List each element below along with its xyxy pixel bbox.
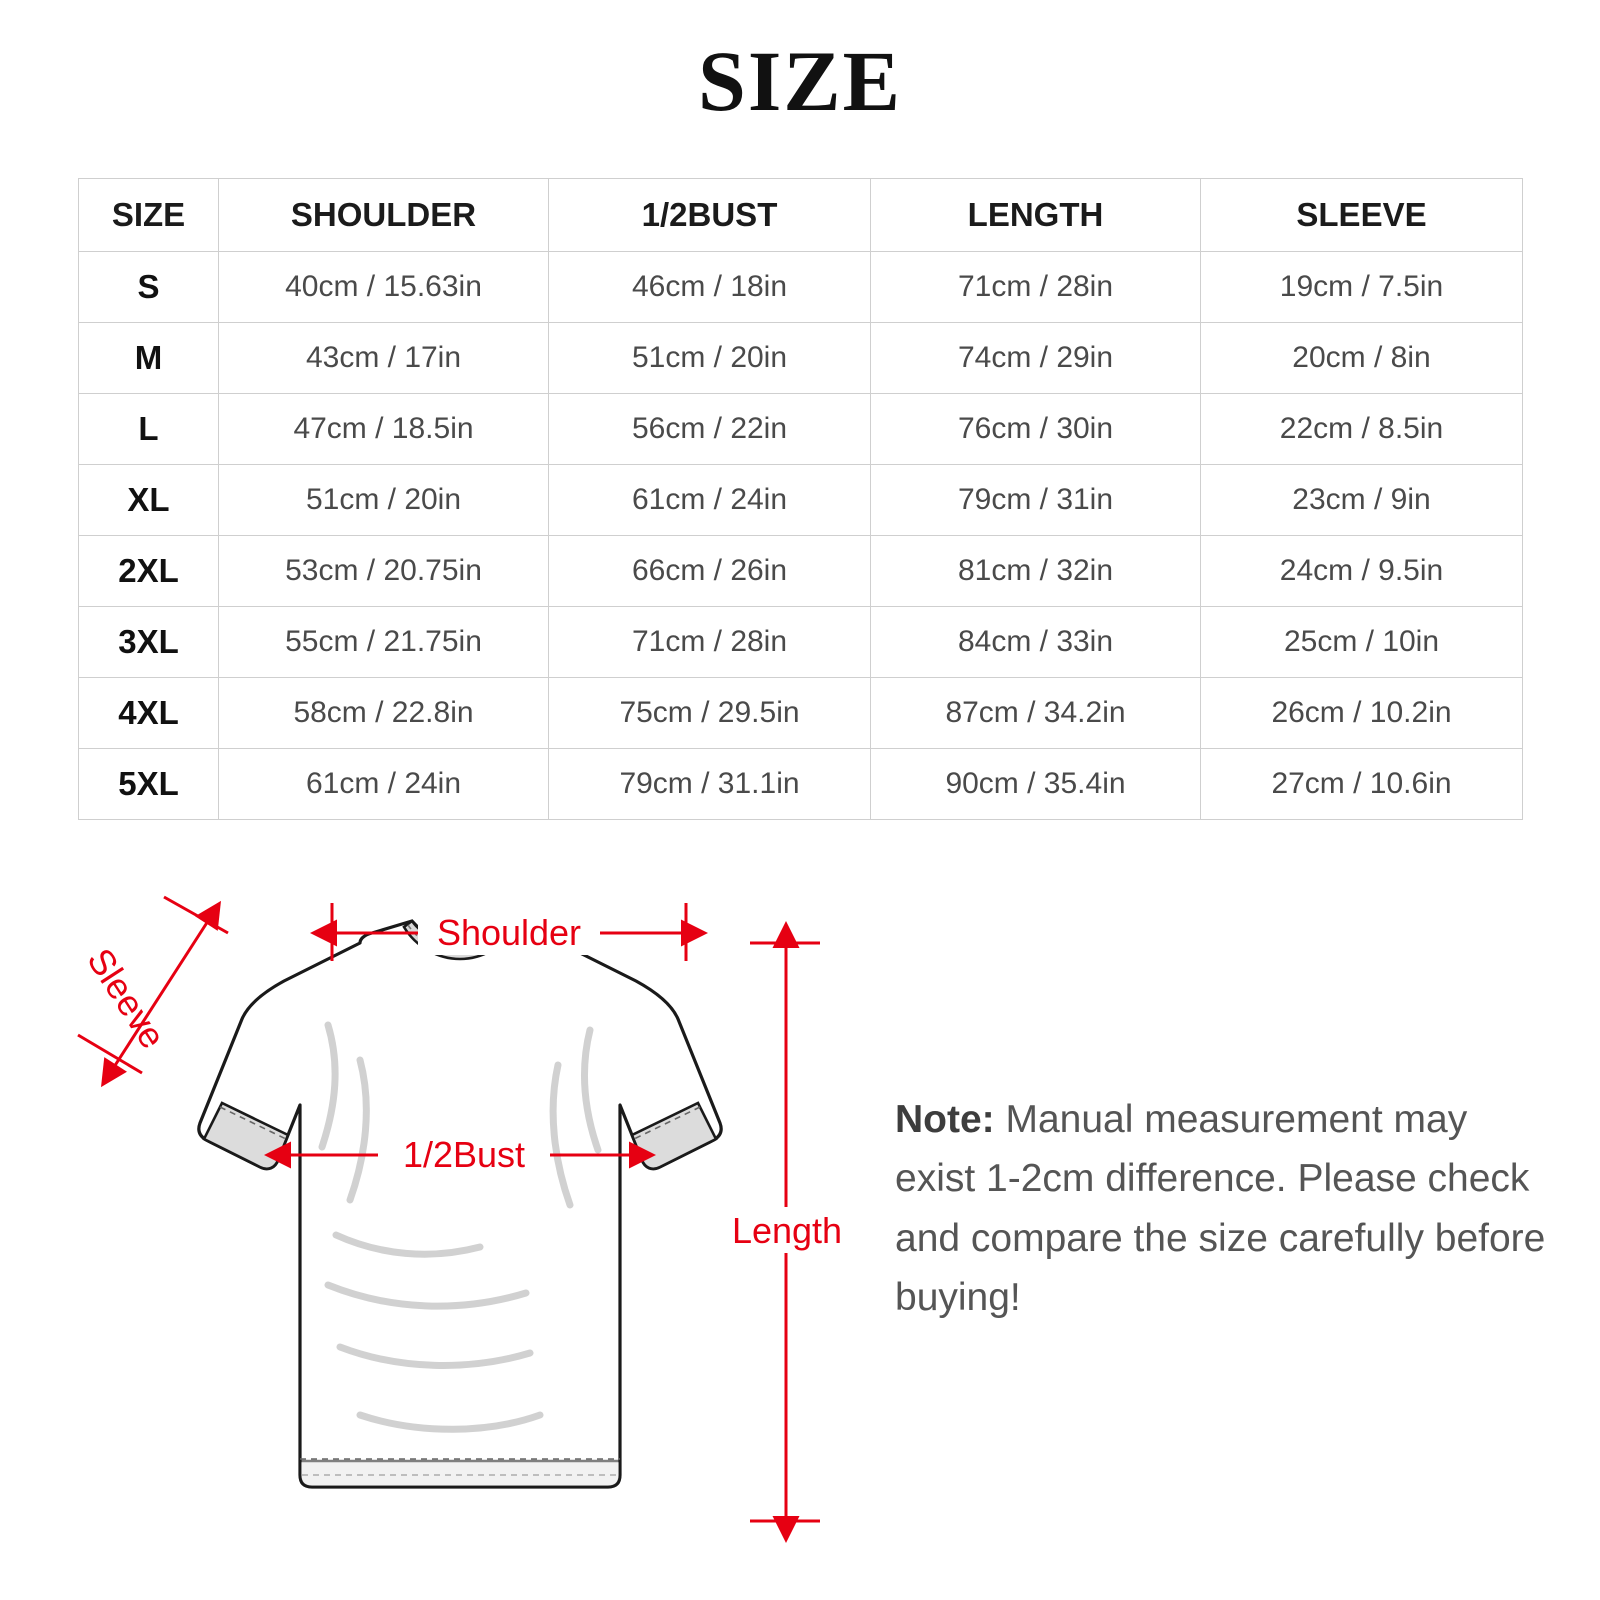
- cell-shoulder: 61cm / 24in: [219, 749, 549, 820]
- bust-label: 1/2Bust: [402, 1134, 526, 1175]
- cell-shoulder: 43cm / 17in: [219, 323, 549, 394]
- column-header-sleeve: SLEEVE: [1201, 179, 1523, 252]
- cell-size: XL: [79, 465, 219, 536]
- cell-bust: 75cm / 29.5in: [549, 678, 871, 749]
- note-text: Manual measurement may exist 1-2cm difference. Please check and compare the size carefully before buying!: [895, 1098, 1546, 1319]
- tshirt-measurement-diagram: [60, 855, 860, 1575]
- cell-sleeve: 25cm / 10in: [1201, 607, 1523, 678]
- cell-bust: 66cm / 26in: [549, 536, 871, 607]
- cell-size: S: [79, 252, 219, 323]
- column-header-shoulder: SHOULDER: [219, 179, 549, 252]
- table-header-row: [79, 179, 1523, 252]
- cell-sleeve: 24cm / 9.5in: [1201, 536, 1523, 607]
- cell-bust: 51cm / 20in: [549, 323, 871, 394]
- cell-shoulder: 55cm / 21.75in: [219, 607, 549, 678]
- column-header-size: SIZE: [79, 179, 219, 252]
- table-row: [79, 749, 1523, 820]
- cell-sleeve: 27cm / 10.6in: [1201, 749, 1523, 820]
- cell-size: L: [79, 394, 219, 465]
- cell-length: 87cm / 34.2in: [871, 678, 1201, 749]
- cell-shoulder: 47cm / 18.5in: [219, 394, 549, 465]
- cell-bust: 61cm / 24in: [549, 465, 871, 536]
- cell-sleeve: 22cm / 8.5in: [1201, 394, 1523, 465]
- length-label: Length: [731, 1210, 843, 1251]
- cell-shoulder: 53cm / 20.75in: [219, 536, 549, 607]
- cell-length: 76cm / 30in: [871, 394, 1201, 465]
- table-row: [79, 536, 1523, 607]
- tshirt-illustration: [199, 921, 721, 1487]
- hem-band: [300, 1461, 620, 1487]
- cell-shoulder: 58cm / 22.8in: [219, 678, 549, 749]
- cell-length: 79cm / 31in: [871, 465, 1201, 536]
- size-chart-table: [78, 178, 1523, 820]
- cell-sleeve: 19cm / 7.5in: [1201, 252, 1523, 323]
- cell-sleeve: 20cm / 8in: [1201, 323, 1523, 394]
- column-header-length: LENGTH: [871, 179, 1201, 252]
- column-header-bust: 1/2BUST: [549, 179, 871, 252]
- table-row: [79, 394, 1523, 465]
- cell-sleeve: 23cm / 9in: [1201, 465, 1523, 536]
- table-row: [79, 607, 1523, 678]
- table-row: [79, 678, 1523, 749]
- cell-shoulder: 51cm / 20in: [219, 465, 549, 536]
- cell-size: M: [79, 323, 219, 394]
- measurement-note: [895, 1090, 1555, 1327]
- table-row: [79, 252, 1523, 323]
- cell-bust: 79cm / 31.1in: [549, 749, 871, 820]
- page-title: SIZE: [697, 33, 903, 129]
- cell-size: 4XL: [79, 678, 219, 749]
- cell-sleeve: 26cm / 10.2in: [1201, 678, 1523, 749]
- cell-bust: 46cm / 18in: [549, 252, 871, 323]
- cell-length: 74cm / 29in: [871, 323, 1201, 394]
- note-label: Note:: [895, 1098, 995, 1141]
- cell-shoulder: 40cm / 15.63in: [219, 252, 549, 323]
- cell-length: 90cm / 35.4in: [871, 749, 1201, 820]
- cell-length: 81cm / 32in: [871, 536, 1201, 607]
- sleeve-label: Sleeve: [79, 940, 174, 1056]
- table-row: [79, 323, 1523, 394]
- cell-size: 5XL: [79, 749, 219, 820]
- shoulder-label: Shoulder: [436, 912, 582, 953]
- table-row: [79, 465, 1523, 536]
- cell-length: 84cm / 33in: [871, 607, 1201, 678]
- cell-bust: 71cm / 28in: [549, 607, 871, 678]
- cell-length: 71cm / 28in: [871, 252, 1201, 323]
- cell-bust: 56cm / 22in: [549, 394, 871, 465]
- cell-size: 3XL: [79, 607, 219, 678]
- cell-size: 2XL: [79, 536, 219, 607]
